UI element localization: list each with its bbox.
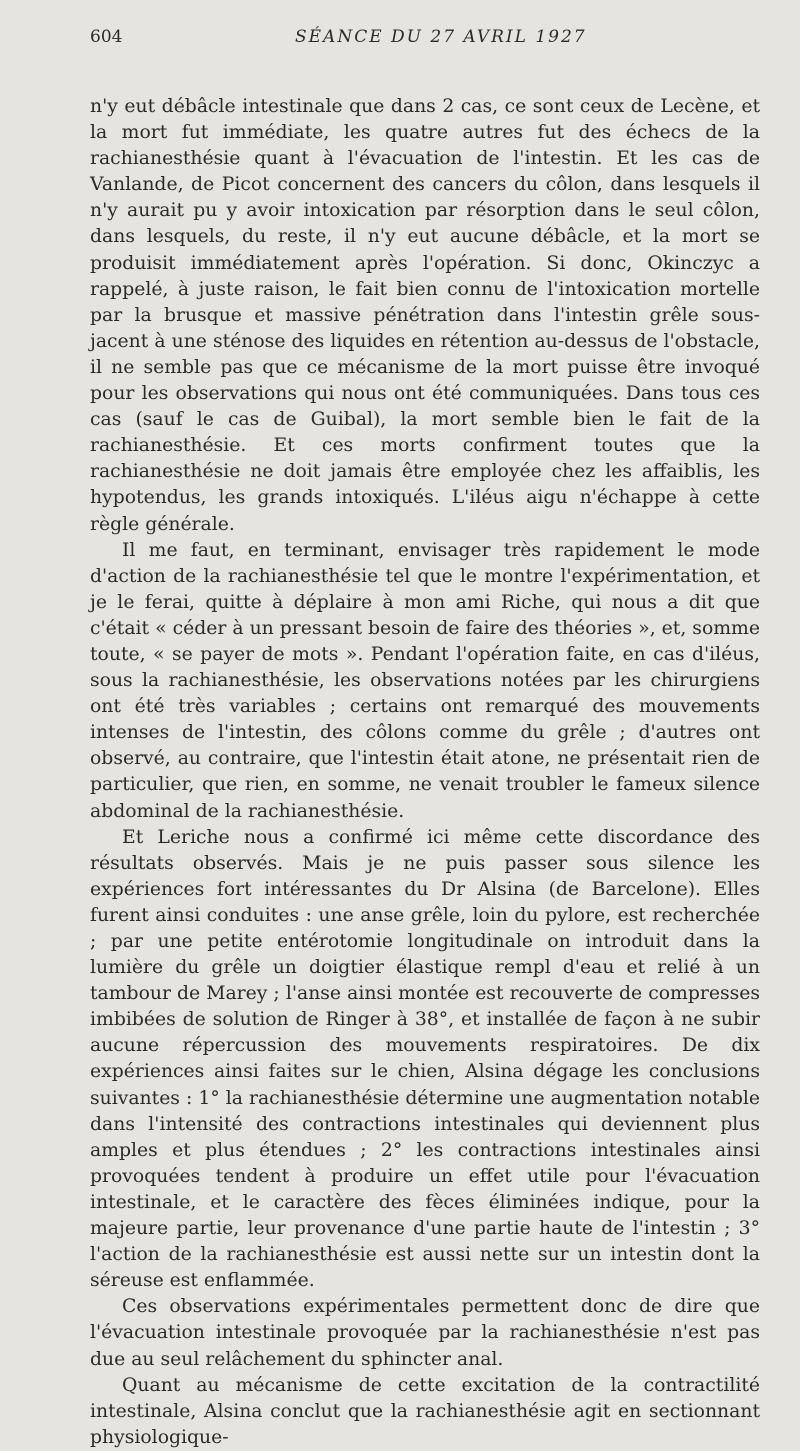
- paragraph-1: n'y eut débâcle intestinale que dans 2 cas, ce sont ceux de Lecène, et la mort fut immédiate, les quatre autres fut des échecs de la rachianesthésie quant à l'évacuation de l'intestin. Et les cas de Vanlande, de Picot concernent des cancers du côlon, dans lesquels il n'y aurait pu y avoir intoxication par résorption dans le seul côlon, dans lesquels, du reste, il n'y eut aucune débâcle, et la mort se produisit immédiatement après l'opération. Si donc, Okinczyc a rappelé, à juste raison, le fait bien connu de l'intoxication mortelle par la brusque et massive pénétration dans l'intestin grêle sous-jacent à une sténose des liquides en rétention au-dessus de l'obstacle, il ne semble pas que ce mécanisme de la mort puisse être invoqué pour les observations qui nous ont été communiquées. Dans tous ces cas (sauf le cas de Guibal), la mort semble bien le fait de la rachianesthésie. Et ces morts confirment toutes que la rachianesthésie ne doit jamais être employée chez les affaiblis, les hypotendus, les grands intoxiqués. L'iléus aigu n'échappe à cette règle générale.: [90, 96, 760, 535]
- paragraph-4: Ces observations expérimentales permettent donc de dire que l'évacuation intestinale provoquée par la rachianesthésie n'est pas due au seul relâchement du sphincter anal.: [90, 1296, 760, 1370]
- paragraph-3: Et Leriche nous a confirmé ici même cette discordance des résultats observés. Mais je ne puis passer sous silence les expériences fort intéressantes du Dr Alsina (de Barcelone). Elles furent ainsi conduites : une anse grêle, loin du pylore, est recherchée ; par une petite entérotomie longitudinale on introduit dans la lumière du grêle un doigtier élastique rempl d'eau et relié à un tambour de Marey ; l'anse ainsi montée est recouverte de compresses imbibées de solution de Ringer à 38°, et installée de façon à ne subir aucune répercussion des mouvements respiratoires. De dix expériences ainsi faites sur le chien, Alsina dégage les conclusions suivantes : 1° la rachianesthésie détermine une augmentation notable dans l'intensité des contractions intestinales qui deviennent plus amples et plus étendues ; 2° les contractions intestinales ainsi provoquées tendent à produire un effet utile pour l'évacuation intestinale, et le caractère des fèces éliminées indique, pour la majeure partie, leur provenance d'une partie haute de l'intestin ; 3° l'action de la rachianesthésie est aussi nette sur un intestin dont la séreuse est enflammée.: [90, 826, 760, 1292]
- running-head: SÉANCE DU 27 AVRIL 1927: [295, 27, 587, 47]
- body-text: [90, 94, 760, 1451]
- page-number: 604: [90, 27, 123, 47]
- paragraph-2: Il me faut, en terminant, envisager très rapidement le mode d'action de la rachianesthésie tel que le montre l'expérimentation, et je le ferai, quitte à déplaire à mon ami Riche, qui nous a dit que c'était « céder à un pressant besoin de faire des théories », et, somme toute, « se payer de mots ». Pendant l'opération faite, en cas d'iléus, sous la rachianesthésie, les observations notées par les chirurgiens ont été très variables ; certains ont remarqué des mouvements intenses de l'intestin, des côlons comme du grêle ; d'autres ont observé, au contraire, que l'intestin était atone, ne présentait rien de particulier, que rien, en somme, ne venait troubler le fameux silence abdominal de la rachianesthésie.: [90, 539, 760, 822]
- page-header: [90, 26, 760, 48]
- paragraph-5: Quant au mécanisme de cette excitation de la contractilité intestinale, Alsina conclut que la rachianesthésie agit en sectionnant physiologique-: [90, 1374, 760, 1448]
